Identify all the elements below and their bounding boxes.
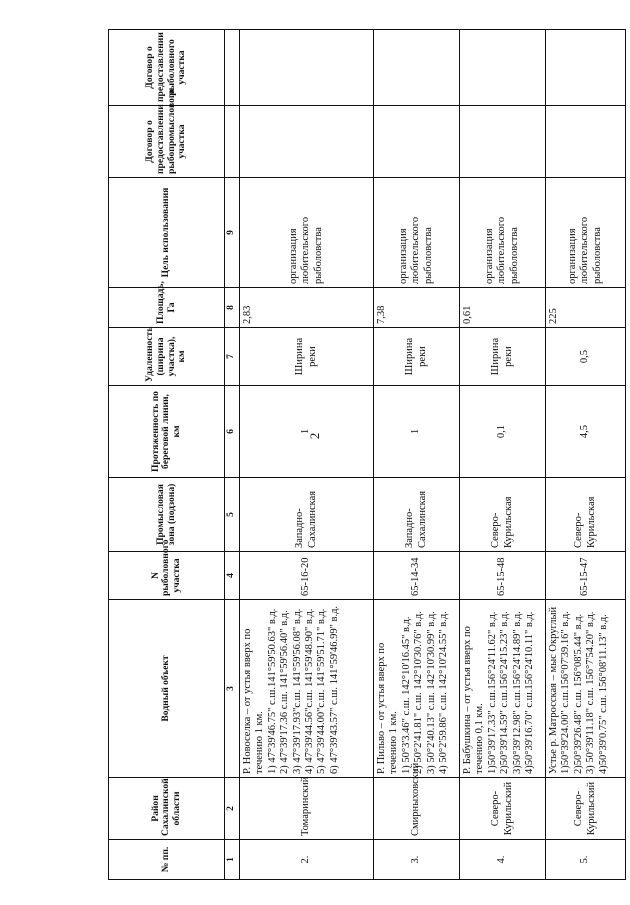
column-index: 8 bbox=[225, 288, 240, 328]
header-cell: N рыболовного участка bbox=[109, 552, 225, 600]
column-index: 6 bbox=[225, 386, 240, 478]
coordinate-line: 6) 47°39'43.57" с.ш. 141°59'46.99" в.д. bbox=[328, 605, 340, 774]
contract-cell bbox=[240, 30, 374, 106]
header-cell: Площадь, Га bbox=[109, 288, 225, 328]
coordinate-line: 1)50°39'17.33" с.ш.156°24'11.62" в.д. bbox=[486, 611, 498, 774]
table-row bbox=[374, 30, 460, 880]
coordinate-line: 4)50°39'0.75" с.ш. 156°08'11.13" в.д. bbox=[597, 614, 609, 774]
site-number-cell: 65-14-34 bbox=[374, 552, 460, 600]
column-index: 2 bbox=[225, 778, 240, 840]
row-number: 4. bbox=[460, 840, 546, 880]
contract-cell bbox=[546, 106, 626, 178]
column-index: 7 bbox=[225, 328, 240, 386]
district-cell: Томаринский bbox=[240, 778, 374, 840]
coordinate-line: 2) 47°39'17.36 с.ш. 141°59'56.40" в.д. bbox=[279, 610, 291, 774]
zone-cell: Западно-Сахалинская bbox=[240, 478, 374, 552]
site-number-cell: 65-16-20 bbox=[240, 552, 374, 600]
water-object-cell bbox=[546, 600, 626, 778]
header-cell: Удаленность (ширина участка), км bbox=[109, 328, 225, 386]
purpose-cell: организация любительского рыболовства bbox=[374, 178, 460, 288]
contract-cell bbox=[240, 106, 374, 178]
area-cell: 225 bbox=[546, 288, 626, 328]
column-index: 1 bbox=[225, 840, 240, 880]
water-object-title: Устье р. Матросская – мыс Округлый bbox=[548, 606, 559, 774]
header-cell: Договор о предоставлении рыболовного участка bbox=[109, 30, 225, 106]
coordinate-line: 3)50°39'12.98" с.ш.156°24'14.89" в.д. bbox=[511, 611, 523, 774]
coordinate-line: 1) 47°39'46.75" с.ш.141°59'50.63" в.д. bbox=[266, 608, 278, 774]
column-index: 9 bbox=[225, 178, 240, 288]
table-row bbox=[460, 30, 546, 880]
length-cell: 1 bbox=[374, 386, 460, 478]
water-object-title: Р. Новоселка – от устья вверх по течению 1 км. bbox=[242, 628, 266, 774]
header-cell: Цель использования bbox=[109, 178, 225, 288]
water-object-cell bbox=[240, 600, 374, 778]
coordinate-line: 3) 50°39'11.18" с.ш. 156°7'54.20" в.д. bbox=[585, 611, 597, 774]
coordinate-line: 2)50°39'26.48" с.ш. 156°08'5.44" в.д. bbox=[572, 613, 584, 774]
water-object-title: Р. Пильво – от устья вверх по течению 1 км. bbox=[376, 642, 400, 774]
rotated-table-area bbox=[108, 30, 609, 880]
coordinate-line: 3) 50°2'40.13" с.ш. 142°10'30.99" в.д. bbox=[425, 611, 437, 774]
area-cell: 7,38 bbox=[374, 288, 460, 328]
header-cell: Договор о предоставлении рыбопромыслового участка bbox=[109, 106, 225, 178]
header-cell: № пп. bbox=[109, 840, 225, 880]
coordinate-line: 2) 50°2'41.81" с.ш. 142°10'30.76" в.д. bbox=[413, 611, 425, 774]
area-cell: 2,83 bbox=[240, 288, 374, 328]
water-object-cell bbox=[460, 600, 546, 778]
row-number: 5. bbox=[546, 840, 626, 880]
page-number: 2 bbox=[307, 432, 322, 440]
row-number: 3. bbox=[374, 840, 460, 880]
coordinate-line: 1)50°39'24.00" с.ш.156°07'39.16" в.д. bbox=[560, 611, 572, 774]
coordinate-line: 4) 50°2'59.86" с.ш. 142°10'24.55" в.д. bbox=[437, 611, 449, 774]
site-number-cell: 65-15-47 bbox=[546, 552, 626, 600]
header-cell: Район Сахалинской области bbox=[109, 778, 225, 840]
coordinate-line: 4)50°39'16.70" с.ш.156°24'10.11" в.д. bbox=[523, 611, 535, 774]
coordinate-line: 5) 47°39'44.00"с.ш. 141°59'51.71" в.д. bbox=[316, 608, 328, 774]
column-index: 3 bbox=[225, 600, 240, 778]
coordinate-line: 2)50°39'14.59" с.ш.156°24'15.23" в.д. bbox=[499, 611, 511, 774]
site-number-cell: 65-15-48 bbox=[460, 552, 546, 600]
district-cell: Северо-Курильский bbox=[546, 778, 626, 840]
fishing-sites-table bbox=[108, 29, 626, 880]
contract-cell bbox=[460, 30, 546, 106]
table-row bbox=[240, 30, 374, 880]
water-object-cell bbox=[374, 600, 460, 778]
row-number: 2. bbox=[240, 840, 374, 880]
column-index: 5 bbox=[225, 478, 240, 552]
district-cell: Смирныховский bbox=[374, 778, 460, 840]
coordinate-line: 1) 50°3'3.46" с.ш. 142°10'16.45" в.д. bbox=[400, 616, 412, 774]
district-cell: Северо-Курильский bbox=[460, 778, 546, 840]
coordinate-line: 4) 47°39'44.56"с.ш. 141°59'48.90" в.д. bbox=[303, 608, 315, 774]
column-index bbox=[225, 30, 240, 106]
header-cell: Протяженность по береговой линии, км bbox=[109, 386, 225, 478]
purpose-cell: организация любительского рыболовства bbox=[240, 178, 374, 288]
header-row bbox=[109, 30, 225, 880]
purpose-cell: организация любительского рыболовства bbox=[460, 178, 546, 288]
contract-cell bbox=[546, 30, 626, 106]
coordinate-line: 3) 47°39'17.93"с.ш. 141°59'56.08" в.д. bbox=[291, 608, 303, 774]
width-cell: 0,5 bbox=[546, 328, 626, 386]
column-index bbox=[225, 106, 240, 178]
table-row bbox=[546, 30, 626, 880]
header-cell: Водный объект bbox=[109, 600, 225, 778]
length-cell: 4,5 bbox=[546, 386, 626, 478]
width-cell: Ширина реки bbox=[460, 328, 546, 386]
contract-cell bbox=[374, 106, 460, 178]
zone-cell: Северо-Курильская bbox=[546, 478, 626, 552]
width-cell: Ширина реки bbox=[240, 328, 374, 386]
contract-cell bbox=[460, 106, 546, 178]
purpose-cell: организация любительского рыболовства bbox=[546, 178, 626, 288]
contract-cell bbox=[374, 30, 460, 106]
length-cell: 1 bbox=[240, 386, 374, 478]
header-cell: Промысловая зона (подзона) bbox=[109, 478, 225, 552]
table-rotation-wrapper bbox=[108, 30, 609, 880]
column-index: 4 bbox=[225, 552, 240, 600]
width-cell: Ширина реки bbox=[374, 328, 460, 386]
column-index-row bbox=[225, 30, 240, 880]
zone-cell: Северо-Курильская bbox=[460, 478, 546, 552]
area-cell: 0,61 bbox=[460, 288, 546, 328]
water-object-title: Р. Бабушкина – от устья вверх по течению 0,1 км. bbox=[462, 626, 486, 774]
zone-cell: Западно-Сахалинская bbox=[374, 478, 460, 552]
length-cell: 0,1 bbox=[460, 386, 546, 478]
